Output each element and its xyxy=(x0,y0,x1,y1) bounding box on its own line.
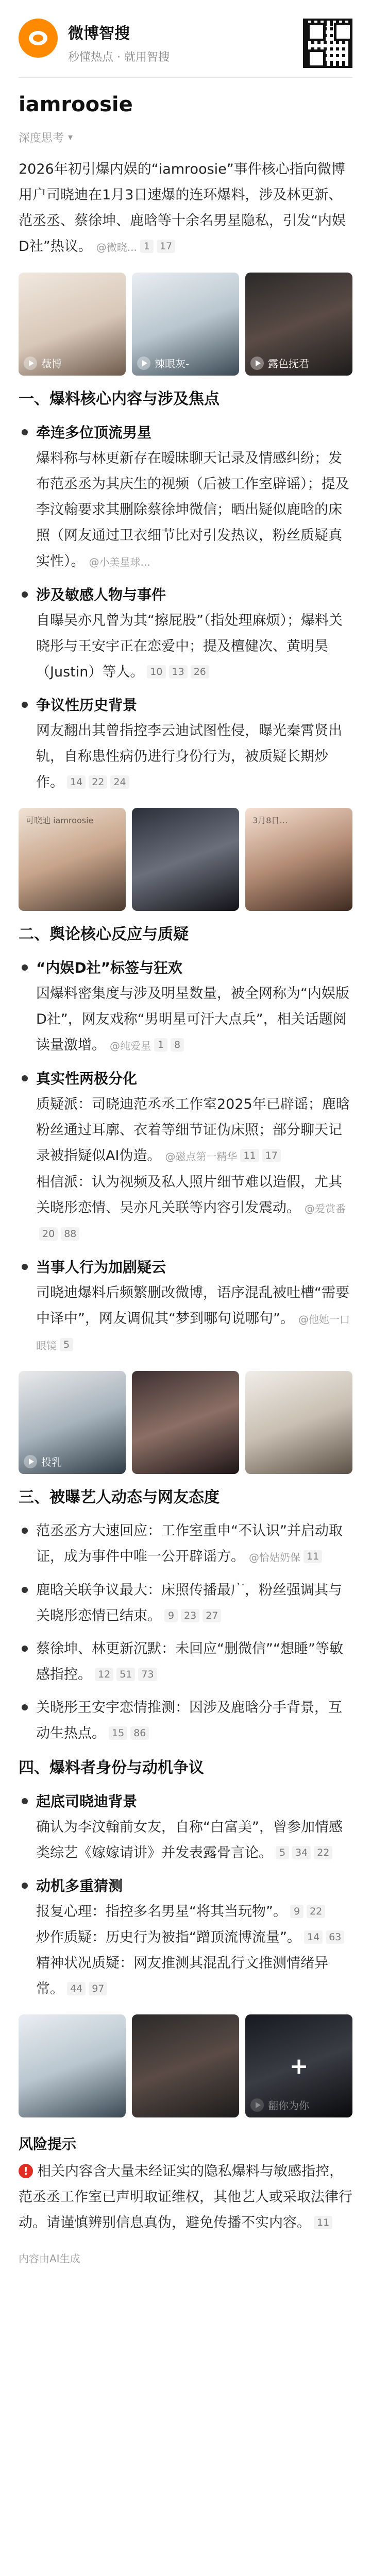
reference-badge[interactable]: 34 xyxy=(292,1846,311,1859)
play-icon xyxy=(250,357,264,370)
reference-badge[interactable]: 8 xyxy=(171,1038,184,1052)
paragraph xyxy=(36,1578,352,1629)
qr-code-icon[interactable] xyxy=(303,19,352,68)
paragraph xyxy=(36,981,352,1059)
paragraph-text: 网友翻出其曾指控李云迪试图性侵，曝光秦霄贤出轨，自称患性病仍进行身份行为，被质疑长期炒作。 xyxy=(36,723,342,790)
bullet-title: 动机多重猜测 xyxy=(36,1877,123,1894)
deep-think-toggle[interactable] xyxy=(19,129,352,145)
bullet-title: 当事人行为加剧疑云 xyxy=(36,1259,166,1276)
thumbnail-caption xyxy=(24,355,62,370)
reference-badge[interactable]: 5 xyxy=(60,1338,73,1351)
paragraph xyxy=(36,446,352,575)
paragraph-text: 报复心理：指控多名男星“将其当玩物”。 xyxy=(36,1904,287,1920)
paragraph-text: 范丞丞方大速回应：工作室重申“不认识”并启动取证，成为事件中唯一公开辟谣方。 xyxy=(36,1523,343,1565)
paragraph xyxy=(36,608,352,685)
paragraph-text: 精神状况质疑：网友推测其混乱行文推测情绪异常。 xyxy=(36,1955,328,1997)
bullet-dot-icon xyxy=(22,964,28,971)
image-thumbnail[interactable] xyxy=(245,2014,352,2117)
ai-generated-note: 内容由AI生成 xyxy=(19,2252,80,2265)
paragraph xyxy=(36,1636,352,1688)
image-thumbnail[interactable] xyxy=(245,1371,352,1474)
thumbnail-caption-text: 翻你为你 xyxy=(268,2099,309,2112)
reference-badge[interactable]: 14 xyxy=(304,1930,323,1944)
image-thumbnail[interactable] xyxy=(19,2014,126,2117)
bullet-title: 牵连多位顶流男星 xyxy=(36,424,152,441)
section-heading: 四、爆料者身份与动机争议 xyxy=(19,1759,204,1777)
bullet-title: “内娱D社”标签与狂欢 xyxy=(36,959,183,976)
risk-text-body: 相关内容含大量未经证实的隐私爆料与敏感指控，范丞丞工作室已声明取证维权，其他艺人或采取法律行动。请谨慎辨别信息真伪，避免传播不实内容。 xyxy=(19,2163,352,2231)
bullet-item xyxy=(19,1255,352,1280)
reference-badge[interactable]: 11 xyxy=(303,1550,322,1563)
source-citation-link[interactable]: @纯爱星 xyxy=(110,1040,151,1052)
bullet-title: 涉及敏感人物与事件 xyxy=(36,586,166,603)
reference-badge[interactable]: 17 xyxy=(262,1149,281,1162)
reference-badge[interactable]: 11 xyxy=(240,1149,259,1162)
more-images-overlay[interactable]: + xyxy=(245,2014,352,2117)
image-thumbnail[interactable] xyxy=(132,273,239,376)
reference-badge[interactable]: 10 xyxy=(147,665,165,679)
reference-badge[interactable]: 22 xyxy=(307,1905,325,1918)
reference-badge[interactable]: 51 xyxy=(116,1668,135,1681)
thumbnail-overlay-text: 可晓迪 iamroosie xyxy=(26,816,94,825)
reference-badge[interactable]: 22 xyxy=(89,775,107,789)
paragraph xyxy=(19,157,352,260)
bullet-item xyxy=(19,1695,352,1747)
bullet-dot-icon xyxy=(22,1798,28,1804)
bullet-item xyxy=(19,692,352,718)
reference-badge[interactable]: 9 xyxy=(290,1905,303,1918)
image-row xyxy=(19,273,352,376)
reference-badge[interactable]: 15 xyxy=(109,1726,127,1740)
bullet-body xyxy=(36,1255,166,1280)
bullet-item xyxy=(19,955,352,981)
thumbnail-caption-text: 投乳 xyxy=(41,1456,62,1468)
reference-badge[interactable]: 97 xyxy=(89,1982,107,1995)
bullet-dot-icon xyxy=(22,429,28,435)
bullet-item xyxy=(19,1578,352,1629)
bullet-dot-icon xyxy=(22,1587,28,1593)
source-citation-link[interactable]: @微晓... xyxy=(96,241,137,253)
source-citation-link[interactable]: @爱赏番 xyxy=(305,1202,346,1215)
bullet-dot-icon xyxy=(22,1883,28,1889)
bullet-title: 争议性历史背景 xyxy=(36,697,138,714)
page-title: iamroosie xyxy=(19,93,133,116)
paragraph-text: 自曝吴亦凡曾为其“擦屁股”（指处理麻烦）；爆料关晓彤与王安宇正在恋爱中；提及檀健次、黄明昊（Justin）等人。 xyxy=(36,613,343,680)
bullet-body xyxy=(36,692,137,718)
thumbnail-caption-text: 辣眼灰- xyxy=(155,358,190,370)
bullet-dot-icon xyxy=(22,1528,28,1534)
play-icon xyxy=(24,1455,37,1468)
image-thumbnail[interactable] xyxy=(132,1371,239,1474)
section-heading: 一、爆料核心内容与涉及焦点 xyxy=(19,390,220,408)
bullet-item xyxy=(19,1066,352,1092)
paragraph-text: 爆料称与林更新存在暧昧聊天记录及情感纠纷；发布范丞丞为其庆生的视频（后被工作室辟谣）；提及李汶翰要求其删除蔡徐坤微信；晒出疑似鹿晗的床照（网友通过卫衣细节比对引发热议，粉丝质疑真实性）。 xyxy=(36,450,349,569)
bullet-dot-icon xyxy=(22,1075,28,1081)
image-thumbnail[interactable] xyxy=(19,1371,126,1474)
paragraph-text: 鹿晗关联争议最大：床照传播最广，粉丝强调其与关晓彤恋情已结束。 xyxy=(36,1582,342,1624)
source-citation-link[interactable]: @磁点第一精华 xyxy=(165,1150,238,1163)
paragraph xyxy=(36,718,352,795)
risk-warning xyxy=(19,2133,352,2236)
paragraph xyxy=(36,1951,352,2002)
thumbnail-overlay-text: 3月8日… xyxy=(252,816,288,825)
bullet-item xyxy=(19,1789,352,1815)
paragraph xyxy=(36,1925,352,1951)
image-thumbnail[interactable] xyxy=(19,273,126,376)
content xyxy=(0,157,371,2265)
play-icon xyxy=(24,357,37,370)
reference-badge[interactable]: 44 xyxy=(67,1982,86,1995)
weibo-zhisou-logo-icon xyxy=(19,19,58,58)
bullet-item xyxy=(19,420,352,446)
reference-badge[interactable]: 22 xyxy=(314,1846,332,1859)
bullet-dot-icon xyxy=(22,1646,28,1652)
deep-think-label: 深度思考 xyxy=(19,132,64,145)
image-thumbnail[interactable] xyxy=(19,808,126,911)
bullet-dot-icon xyxy=(22,591,28,598)
bullet-body xyxy=(36,1873,123,1899)
reference-badge[interactable]: 1 xyxy=(140,240,154,253)
thumbnail-caption xyxy=(24,1454,62,1469)
reference-badge[interactable]: 26 xyxy=(191,665,209,679)
reference-badge[interactable]: 13 xyxy=(169,665,188,679)
title-block xyxy=(0,78,371,145)
image-row xyxy=(19,808,352,911)
reference-badge[interactable]: 17 xyxy=(157,240,175,253)
paragraph-text: 确认为李汶翰前女友，自称“白富美”，曾参加情感类综艺《嫁嫁请讲》并发表露骨言论。 xyxy=(36,1819,343,1861)
bullet-body xyxy=(36,1066,137,1092)
section-heading: 三、被曝艺人动态与网友态度 xyxy=(19,1488,220,1506)
reference-badge[interactable]: 24 xyxy=(110,775,129,789)
reference-badge[interactable]: 14 xyxy=(67,775,86,789)
reference-badge[interactable]: 23 xyxy=(181,1609,199,1622)
risk-text xyxy=(19,2159,352,2236)
image-row xyxy=(19,2014,352,2117)
bullet-body xyxy=(36,955,182,981)
section-heading: 二、舆论核心反应与质疑 xyxy=(19,925,189,943)
bullet-item xyxy=(19,1636,352,1688)
bullet-body xyxy=(36,420,151,446)
reference-badge[interactable]: 73 xyxy=(138,1668,157,1681)
brand-slogan: 秒懂热点 · 就用智搜 xyxy=(68,51,170,64)
reference-badge[interactable]: 5 xyxy=(276,1846,289,1859)
thumbnail-caption xyxy=(250,355,309,370)
bullet-dot-icon xyxy=(22,1264,28,1270)
paragraph-text: 司晓迪爆料后频繁删改微博，语序混乱被吐槽“需要中译中”，网友调侃其“梦到哪句说哪句”。 xyxy=(36,1285,349,1327)
paragraph-text: 相信派：认为视频及私人照片细节难以造假，尤其关晓彤恋情、吴亦凡关联等内容引发震动。 xyxy=(36,1174,342,1216)
bullet-item xyxy=(19,582,352,608)
image-thumbnail[interactable] xyxy=(132,808,239,911)
reference-badge[interactable]: 20 xyxy=(39,1227,58,1241)
paragraph xyxy=(36,1518,352,1570)
reference-badge[interactable]: 63 xyxy=(326,1930,344,1944)
paragraph-text: 炒作质疑：历史行为被指“蹭顶流博流量”。 xyxy=(36,1929,301,1945)
thumbnail-caption-text: 薇博 xyxy=(41,358,62,370)
play-icon xyxy=(137,357,150,370)
source-citation-link[interactable]: @恰姑奶保 xyxy=(249,1551,300,1564)
bullet-dot-icon xyxy=(22,1704,28,1710)
thumbnail-caption xyxy=(137,355,189,370)
reference-badge[interactable]: 1 xyxy=(154,1038,167,1052)
source-citation-link[interactable]: @小美星球... xyxy=(89,556,150,568)
paragraph xyxy=(36,1092,352,1170)
brand-block xyxy=(68,19,170,64)
paragraph xyxy=(36,1280,352,1359)
paragraph-text: 因爆料密集度与涉及明星数量，被全网称为“内娱版D社”，网友戏称“男明星可汗大点兵”，相关话题阅读量激增。 xyxy=(36,986,349,1053)
paragraph xyxy=(36,1170,352,1247)
bullet-item xyxy=(19,1518,352,1570)
paragraph-text: 2026年初引爆内娱的“iamroosie”事件核心指向微博用户司晓迪在1月3日速爆的连环爆料，涉及林更新、范丞丞、蔡徐坤、鹿晗等十余名男星隐私，引发“内娱D社”热议。 xyxy=(19,161,346,255)
paragraph-text: 关晓彤王安宇恋情推测：因涉及鹿晗分手背景，互动生热点。 xyxy=(36,1700,342,1741)
brand-name: 微博智搜 xyxy=(68,25,130,43)
reference-badge[interactable]: 9 xyxy=(164,1609,178,1622)
reference-badge[interactable]: 88 xyxy=(61,1227,79,1241)
paragraph xyxy=(36,1815,352,1866)
image-thumbnail[interactable] xyxy=(132,2014,239,2117)
risk-title: 风险提示 xyxy=(19,2136,77,2153)
reference-badge[interactable]: 12 xyxy=(95,1668,113,1681)
reference-badge[interactable]: 11 xyxy=(314,2216,332,2229)
reference-badge[interactable]: 27 xyxy=(203,1609,221,1622)
paragraph-text: 质疑派：司晓迪范丞丞工作室2025年已辟谣；鹿晗粉丝通过耳廓、衣着等细节证伪床照；部分聊天记录被指疑似AI伪造。 xyxy=(36,1096,350,1164)
bullet-title: 真实性两极分化 xyxy=(36,1070,138,1087)
image-thumbnail[interactable] xyxy=(245,808,352,911)
bullet-body xyxy=(36,1789,137,1815)
image-thumbnail[interactable] xyxy=(245,273,352,376)
bullet-body xyxy=(36,582,166,608)
bullet-item xyxy=(19,1873,352,1899)
bullet-title: 起底司晓迪背景 xyxy=(36,1793,138,1810)
paragraph xyxy=(36,1899,352,1925)
source-citation-link[interactable]: @他她一口眼镜 xyxy=(36,1313,350,1352)
image-row xyxy=(19,1371,352,1474)
thumbnail-caption-text: 露色抚君 xyxy=(268,358,309,370)
reference-badge[interactable]: 86 xyxy=(130,1726,149,1740)
paragraph xyxy=(36,1695,352,1747)
header xyxy=(0,0,371,77)
warning-icon: ! xyxy=(19,2164,33,2178)
paragraph-text: 蔡徐坤、林更新沉默：未回应“删微信”“想睡”等敏感指控。 xyxy=(36,1641,343,1683)
chevron-down-icon: ▾ xyxy=(68,132,73,143)
bullet-dot-icon xyxy=(22,702,28,708)
